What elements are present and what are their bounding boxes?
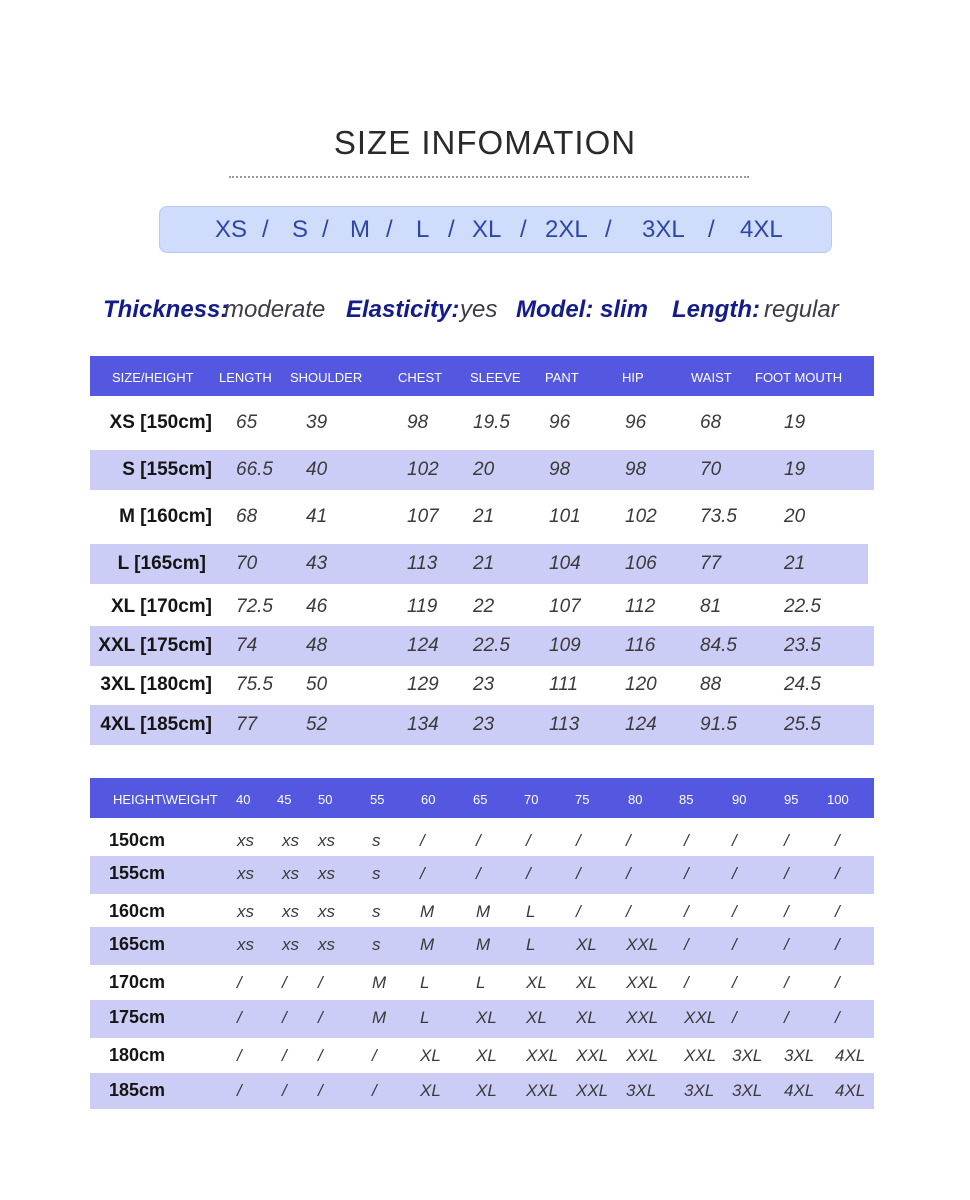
table-cell: XL — [420, 1046, 441, 1065]
table-cell: XL — [576, 973, 597, 992]
column-header: SLEEVE — [470, 370, 521, 385]
table-cell: / — [282, 1008, 287, 1027]
column-header: HEIGHT\WEIGHT — [113, 792, 218, 807]
table-cell: M — [420, 902, 435, 921]
table-cell: / — [784, 864, 789, 883]
table-cell: / — [732, 902, 737, 921]
table-cell: XXL — [626, 1008, 659, 1027]
table-cell: / — [732, 973, 737, 992]
table-row — [90, 450, 874, 490]
column-header: 60 — [421, 792, 436, 807]
table-cell: 3XL — [732, 1081, 763, 1100]
table-cell: 19 — [784, 459, 806, 480]
column-header: 55 — [370, 792, 385, 807]
table-cell: / — [835, 935, 840, 954]
size-separator: / — [322, 216, 329, 243]
row-label: 185cm — [109, 1080, 166, 1100]
property-value: regular — [764, 296, 839, 323]
table-cell: 4XL — [835, 1081, 866, 1100]
table-cell: 40 — [306, 459, 328, 480]
table-cell: 107 — [549, 596, 581, 617]
column-header: 50 — [318, 792, 333, 807]
table-cell: 24.5 — [784, 674, 821, 695]
product-properties — [0, 296, 970, 332]
table-cell: / — [835, 864, 840, 883]
table-cell: / — [784, 831, 789, 850]
table-cell: / — [282, 1046, 287, 1065]
table-cell: 50 — [306, 674, 328, 695]
table-header — [90, 778, 874, 818]
table-row — [90, 856, 874, 894]
table-cell: XXL — [684, 1046, 717, 1065]
table-cell: xs — [318, 864, 335, 883]
table-cell: 98 — [625, 459, 647, 480]
table-cell: M — [476, 935, 491, 954]
table-row — [90, 497, 874, 537]
table-cell: 98 — [549, 459, 571, 480]
table-cell: XXL — [526, 1046, 559, 1065]
table-cell: / — [237, 1046, 242, 1065]
table-cell: 20 — [784, 506, 806, 527]
table-row — [90, 894, 874, 928]
column-header: SHOULDER — [290, 370, 363, 385]
table-cell: / — [576, 831, 581, 850]
table-row — [90, 823, 874, 857]
table-cell: / — [318, 1008, 323, 1027]
table-cell: 4XL — [784, 1081, 815, 1100]
table-cell: s — [372, 902, 381, 921]
table-cell: 88 — [700, 674, 722, 695]
table-cell: xs — [282, 902, 299, 921]
table-cell: 23.5 — [784, 635, 821, 656]
table-cell: 107 — [407, 506, 439, 527]
table-cell: / — [784, 902, 789, 921]
table-cell: / — [784, 973, 789, 992]
row-label: 4XL [185cm] — [100, 714, 212, 735]
table-cell: 20 — [473, 459, 495, 480]
row-label: 160cm — [109, 901, 166, 921]
size-separator: / — [708, 216, 715, 243]
column-header: SIZE/HEIGHT — [112, 370, 194, 385]
table-cell: L — [420, 973, 430, 992]
table-cell: 22.5 — [473, 635, 510, 656]
size-separator: / — [605, 216, 612, 243]
size-separator: / — [386, 216, 393, 243]
property-key: Length: — [672, 296, 760, 323]
table-cell: 91.5 — [700, 714, 737, 735]
property-key: Thickness: — [103, 296, 229, 323]
size-separator: / — [262, 216, 269, 243]
table-cell: 39 — [306, 412, 328, 433]
table-cell: XXL — [626, 1046, 659, 1065]
table-cell: xs — [318, 935, 335, 954]
table-cell: / — [684, 973, 689, 992]
table-cell: / — [318, 1046, 323, 1065]
table-cell: 116 — [625, 635, 656, 656]
table-cell: XXL — [626, 973, 659, 992]
table-cell: s — [372, 864, 381, 883]
table-cell: / — [732, 831, 737, 850]
dotted-divider — [229, 176, 749, 178]
table-cell: XL — [526, 973, 547, 992]
size-separator: / — [520, 216, 527, 243]
table-cell: 98 — [407, 412, 429, 433]
size-option: S — [292, 216, 309, 243]
table-cell: M — [476, 902, 491, 921]
table-cell: / — [237, 1081, 242, 1100]
table-cell: / — [784, 935, 789, 954]
table-cell: / — [684, 831, 689, 850]
table-cell: 124 — [625, 714, 657, 735]
table-cell: xs — [237, 935, 254, 954]
table-cell: / — [318, 1081, 323, 1100]
table-cell: / — [684, 902, 689, 921]
column-header: LENGTH — [219, 370, 272, 385]
row-label: XL [170cm] — [110, 596, 212, 617]
table-cell: 81 — [700, 596, 722, 617]
size-option: XL — [472, 216, 502, 243]
table-cell: 124 — [407, 635, 439, 656]
height-weight-table — [90, 778, 874, 1110]
row-label: 155cm — [109, 863, 166, 883]
table-cell: M — [372, 973, 387, 992]
table-cell: 70 — [236, 553, 258, 574]
table-cell: 74 — [236, 635, 258, 656]
table-cell: 84.5 — [700, 635, 737, 656]
table-cell: xs — [282, 935, 299, 954]
table-cell: 77 — [700, 553, 722, 574]
table-cell: xs — [237, 831, 254, 850]
property-key: Elasticity: — [346, 296, 460, 323]
table-cell: 113 — [407, 553, 438, 574]
table-cell: 23 — [473, 714, 495, 735]
table-cell: 111 — [549, 674, 578, 695]
table-cell: 77 — [236, 714, 258, 735]
table-row — [90, 965, 874, 999]
table-cell: / — [476, 864, 481, 883]
row-label: S [155cm] — [122, 459, 212, 480]
table-cell: L — [526, 902, 536, 921]
table-row — [90, 626, 874, 666]
table-cell: 113 — [549, 714, 580, 735]
table-cell: xs — [237, 864, 254, 883]
row-label: XXL [175cm] — [98, 635, 212, 656]
table-cell: 102 — [407, 459, 439, 480]
table-cell: 52 — [306, 714, 328, 735]
column-header: 40 — [236, 792, 251, 807]
table-cell: / — [784, 1008, 789, 1027]
table-cell: / — [318, 973, 323, 992]
property-value: moderate — [224, 296, 326, 323]
table-row — [90, 1038, 874, 1072]
table-cell: 46 — [306, 596, 328, 617]
table-cell: 101 — [549, 506, 581, 527]
table-cell: 21 — [784, 553, 806, 574]
row-label: 150cm — [109, 830, 166, 850]
table-cell: s — [372, 831, 381, 850]
size-table — [90, 356, 874, 746]
table-cell: 21 — [473, 506, 495, 527]
table-cell: XL — [476, 1081, 497, 1100]
column-header: WAIST — [691, 370, 732, 385]
table-cell: XL — [576, 935, 597, 954]
size-option: 3XL — [642, 216, 685, 243]
table-cell: 23 — [473, 674, 495, 695]
table-cell: / — [372, 1046, 377, 1065]
table-cell: 68 — [236, 506, 258, 527]
row-label: 175cm — [109, 1007, 166, 1027]
table-cell: M — [420, 935, 435, 954]
column-header: 95 — [784, 792, 799, 807]
property-value: yes — [460, 296, 498, 323]
table-cell: XXL — [576, 1046, 609, 1065]
table-cell: / — [526, 831, 531, 850]
table-cell: 112 — [625, 596, 656, 617]
table-cell: 129 — [407, 674, 439, 695]
table-cell: / — [684, 935, 689, 954]
table-cell: / — [732, 935, 737, 954]
table-cell: L — [476, 973, 486, 992]
table-row — [90, 587, 874, 627]
table-cell: 109 — [549, 635, 581, 656]
table-cell: XXL — [626, 935, 659, 954]
table-cell: XL — [476, 1008, 497, 1027]
table-cell: M — [372, 1008, 387, 1027]
table-cell: / — [835, 902, 840, 921]
table-cell: XXL — [526, 1081, 559, 1100]
table-cell: XXL — [684, 1008, 717, 1027]
size-option: 2XL — [545, 216, 588, 243]
column-header: FOOT MOUTH — [755, 370, 843, 385]
table-cell: 134 — [407, 714, 439, 735]
table-cell: s — [372, 935, 381, 954]
table-cell: 3XL — [784, 1046, 815, 1065]
table-cell: 120 — [625, 674, 657, 695]
column-header: CHEST — [398, 370, 443, 385]
row-label: 170cm — [109, 972, 166, 992]
table-row — [90, 403, 874, 443]
table-row — [90, 1073, 874, 1109]
table-cell: xs — [318, 902, 335, 921]
size-option: XS — [215, 216, 248, 243]
table-cell: xs — [318, 831, 335, 850]
size-option: 4XL — [740, 216, 783, 243]
table-cell: 106 — [625, 553, 657, 574]
table-cell: XL — [576, 1008, 597, 1027]
table-cell: / — [526, 864, 531, 883]
table-cell: 65 — [236, 412, 258, 433]
table-cell: 73.5 — [700, 506, 737, 527]
table-cell: xs — [282, 864, 299, 883]
table-cell: / — [420, 864, 425, 883]
size-bar — [159, 206, 832, 253]
table-cell: 96 — [549, 412, 571, 433]
table-cell: / — [626, 864, 631, 883]
table-cell: / — [576, 902, 581, 921]
table-cell: / — [732, 1008, 737, 1027]
table-cell: 25.5 — [784, 714, 821, 735]
table-cell: 41 — [306, 506, 328, 527]
table-cell: / — [282, 1081, 287, 1100]
table-cell: 19 — [784, 412, 806, 433]
table-cell: 3XL — [626, 1081, 657, 1100]
table-cell: / — [626, 831, 631, 850]
table-cell: XL — [476, 1046, 497, 1065]
column-header: 75 — [575, 792, 590, 807]
size-option: L — [416, 216, 430, 243]
row-label: L [165cm] — [117, 553, 206, 574]
table-cell: / — [684, 864, 689, 883]
table-cell: 75.5 — [236, 674, 273, 695]
table-cell: / — [835, 1008, 840, 1027]
column-header: 80 — [628, 792, 643, 807]
table-cell: / — [576, 864, 581, 883]
size-separator: / — [448, 216, 455, 243]
table-row — [90, 927, 874, 965]
row-label: 180cm — [109, 1045, 166, 1065]
column-header: 85 — [679, 792, 694, 807]
table-row — [90, 544, 868, 584]
column-header: 45 — [277, 792, 292, 807]
table-header — [90, 356, 874, 396]
table-cell: / — [626, 902, 631, 921]
table-cell: 43 — [306, 553, 328, 574]
table-cell: L — [420, 1008, 430, 1027]
column-header: HIP — [622, 370, 644, 385]
table-cell: / — [835, 973, 840, 992]
table-cell: 104 — [549, 553, 581, 574]
table-cell: / — [237, 1008, 242, 1027]
table-cell: 19.5 — [473, 412, 510, 433]
table-cell: 119 — [407, 596, 438, 617]
table-cell: / — [372, 1081, 377, 1100]
table-cell: 48 — [306, 635, 328, 656]
column-header: 65 — [473, 792, 488, 807]
table-cell: 3XL — [732, 1046, 763, 1065]
table-cell: 22.5 — [784, 596, 821, 617]
size-option: M — [350, 216, 370, 243]
table-cell: 68 — [700, 412, 722, 433]
table-cell: 4XL — [835, 1046, 866, 1065]
table-cell: L — [526, 935, 536, 954]
table-cell: / — [282, 973, 287, 992]
table-cell: XXL — [576, 1081, 609, 1100]
table-cell: 22 — [473, 596, 495, 617]
table-cell: 21 — [473, 553, 495, 574]
table-cell: 70 — [700, 459, 722, 480]
column-header: 90 — [732, 792, 747, 807]
table-cell: xs — [237, 902, 254, 921]
page-title: SIZE INFOMATION — [333, 124, 637, 161]
table-cell: XL — [526, 1008, 547, 1027]
table-row — [90, 705, 874, 745]
table-cell: / — [476, 831, 481, 850]
table-row — [90, 1000, 874, 1038]
table-cell: / — [835, 831, 840, 850]
table-cell: 96 — [625, 412, 647, 433]
table-cell: 3XL — [684, 1081, 715, 1100]
column-header: PANT — [545, 370, 579, 385]
table-cell: / — [420, 831, 425, 850]
table-cell: 102 — [625, 506, 657, 527]
table-cell: / — [732, 864, 737, 883]
table-cell: xs — [282, 831, 299, 850]
table-row — [90, 665, 874, 705]
property-key: Model: slim — [516, 296, 649, 323]
column-header: 100 — [827, 792, 849, 807]
table-cell: 72.5 — [236, 596, 273, 617]
row-label: 165cm — [109, 934, 166, 954]
row-label: 3XL [180cm] — [100, 674, 212, 695]
row-label: XS [150cm] — [109, 412, 212, 433]
table-cell: / — [237, 973, 242, 992]
table-cell: XL — [420, 1081, 441, 1100]
column-header: 70 — [524, 792, 539, 807]
table-cell: 66.5 — [236, 459, 273, 480]
row-label: M [160cm] — [119, 506, 212, 527]
